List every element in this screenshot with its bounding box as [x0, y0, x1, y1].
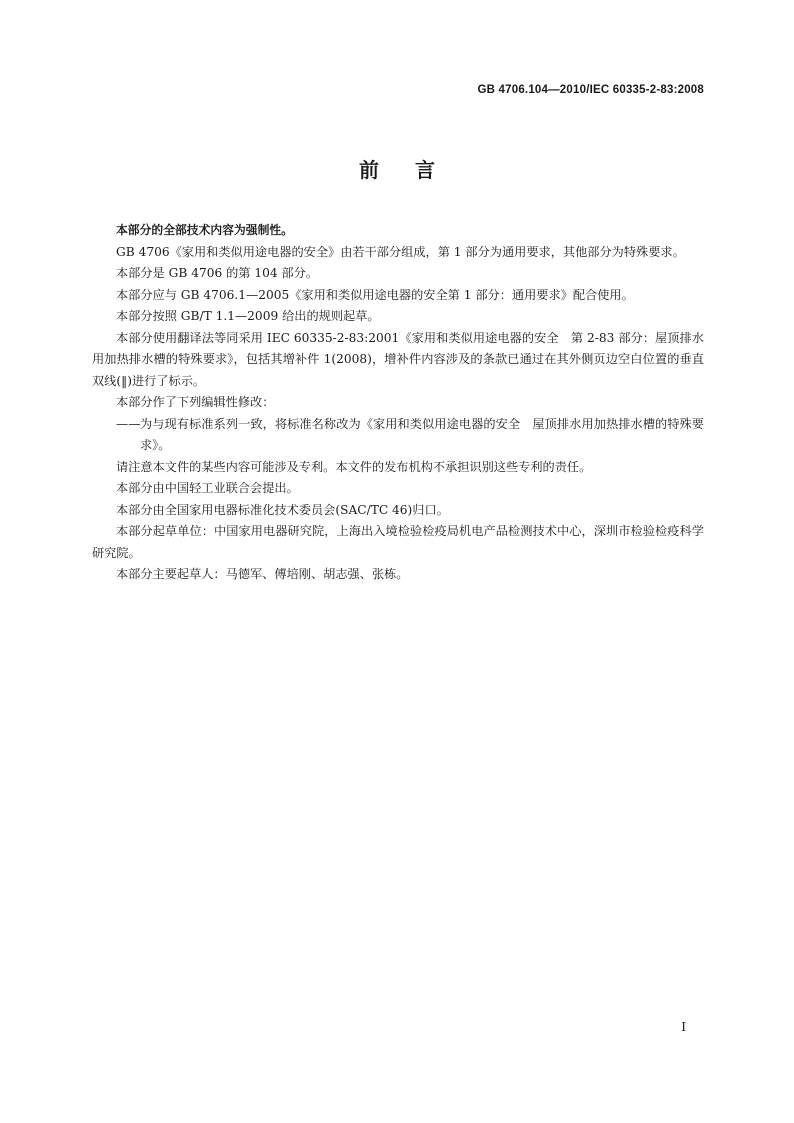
paragraph-drafters: 本部分主要起草人：马德军、傅培刚、胡志强、张栋。 [116, 567, 409, 581]
standard-code-header: GB 4706.104—2010/IEC 60335-2-83:2008 [477, 84, 704, 96]
dash-marker: —— [116, 416, 141, 431]
mandatory-statement: 本部分的全部技术内容为强制性。 [116, 223, 293, 237]
page-title: 前言 [359, 158, 471, 182]
paragraph-under-jurisdiction: 本部分由全国家用电器标准化技术委员会(SAC/TC 46)归口。 [116, 502, 449, 517]
paragraph-use-with: 本部分应与 GB 4706.1—2005《家用和类似用途电器的安全第 1 部分：通用要求》配合使用。 [116, 287, 634, 302]
list-item [92, 414, 704, 457]
paragraph-drafting-units: 本部分起草单位：中国家用电器研究院，上海出入境检验检疫局机电产品检测技术中心，深圳市检验检疫科学研究院。 [92, 524, 704, 560]
paragraph-edits-intro: 本部分作了下列编辑性修改： [116, 395, 275, 409]
paragraph-proposed-by: 本部分由中国轻工业联合会提出。 [116, 481, 299, 495]
paragraph-translation: 本部分使用翻译法等同采用 IEC 60335-2-83:2001《家用和类似用途电器的安全 第 2-83 部分：屋顶排水用加热排水槽的特殊要求》，包括其增补件 1(2008)，增补件内容涉及的条款已通过在其外侧页边空白位置的垂直双线(‖)进行了标示。 [92, 330, 704, 388]
paragraph-part-number: 本部分是 GB 4706 的第 104 部分。 [116, 266, 319, 280]
paragraph-drafting-rules: 本部分按照 GB/T 1.1—2009 给出的规则起草。 [116, 309, 380, 323]
paragraph-patents: 请注意本文件的某些内容可能涉及专利。本文件的发布机构不承担识别这些专利的责任。 [116, 459, 592, 474]
paragraph-structure: GB 4706《家用和类似用途电器的安全》由若干部分组成，第 1 部分为通用要求，其他部分为特殊要求。 [116, 244, 685, 259]
document-body [92, 220, 704, 586]
page-number: I [681, 1020, 686, 1034]
list-item-text: 为与现有标准系列一致，将标准名称改为《家用和类似用途电器的安全 屋顶排水用加热排水槽的特殊要求》。 [140, 416, 704, 452]
